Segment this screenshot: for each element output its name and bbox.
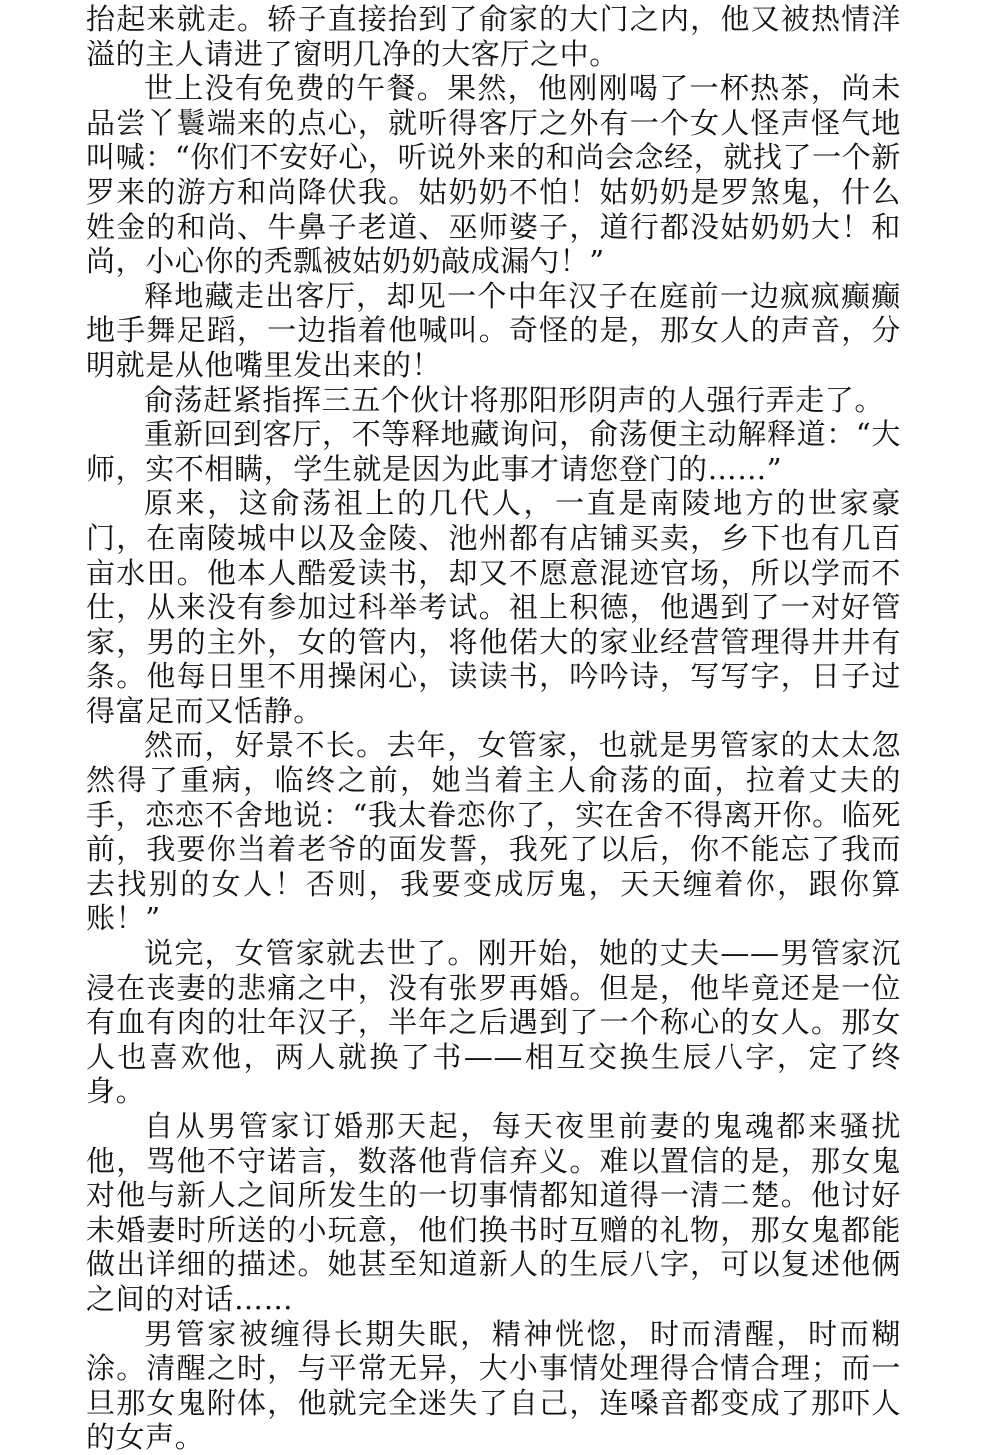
paragraph: 说完，女管家就去世了。刚开始，她的丈夫——男管家沉浸在丧妻的悲痛之中，没有张罗再婚。但是，他毕竟还是一位有血有肉的壮年汉子，半年之后遇到了一个称心的女人。那女人也喜欢他，两人就换了书——相互交换生辰八字，定了终身。 (86, 936, 901, 1109)
paragraph: 释地藏走出客厅，却见一个中年汉子在庭前一边疯疯癫癫地手舞足蹈，一边指着他喊叫。奇怪的是，那女人的声音，分明就是从他嘴里发出来的！ (86, 278, 901, 382)
paragraph: 重新回到客厅，不等释地藏询问，俞荡便主动解释道：“大师，实不相瞒，学生就是因为此事才请您登门的……” (86, 417, 901, 486)
document-page (86, 2, 901, 1455)
paragraph: 自从男管家订婚那天起，每天夜里前妻的鬼魂都来骚扰他，骂他不守诺言，数落他背信弃义。难以置信的是，那女鬼对他与新人之间所发生的一切事情都知道得一清二楚。他讨好未婚妻时所送的小玩意，他们换书时互赠的礼物，那女鬼都能做出详细的描述。她甚至知道新人的生辰八字，可以复述他俩之间的对话…… (86, 1109, 901, 1316)
paragraph-continuation: 抬起来就走。轿子直接抬到了俞家的大门之内，他又被热情洋溢的主人请进了窗明几净的大客厅之中。 (86, 2, 901, 71)
paragraph: 然而，好景不长。去年，女管家，也就是男管家的太太忽然得了重病，临终之前，她当着主人俞荡的面，拉着丈夫的手，恋恋不舍地说：“我太眷恋你了，实在舍不得离开你。临死前，我要你当着老爷的面发誓，我死了以后，你不能忘了我而去找别的女人！否则，我要变成厉鬼，天天缠着你，跟你算账！” (86, 728, 901, 936)
paragraph: 世上没有免费的午餐。果然，他刚刚喝了一杯热茶，尚未品尝丫鬟端来的点心，就听得客厅之外有一个女人怪声怪气地叫喊：“你们不安好心，听说外来的和尚会念经，就找了一个新罗来的游方和尚降伏我。姑奶奶不怕！姑奶奶是罗煞鬼，什么姓金的和尚、牛鼻子老道、巫师婆子，道行都没姑奶奶大！和尚，小心你的秃瓢被姑奶奶敲成漏勺！” (86, 71, 901, 279)
paragraph: 男管家被缠得长期失眠，精神恍惚，时而清醒，时而糊涂。清醒之时，与平常无异，大小事情处理得合情合理；而一旦那女鬼附体，他就完全迷失了自己，连嗓音都变成了那吓人的女声。 (86, 1316, 901, 1455)
paragraph: 原来，这俞荡祖上的几代人，一直是南陵地方的世家豪门，在南陵城中以及金陵、池州都有店铺买卖，乡下也有几百亩水田。他本人酷爱读书，却又不愿意混迹官场，所以学而不仕，从来没有参加过科举考试。祖上积德，他遇到了一对好管家，男的主外，女的管内，将他偌大的家业经营管理得井井有条。他每日里不用操闲心，读读书，吟吟诗，写写字，日子过得富足而又恬静。 (86, 486, 901, 728)
paragraph: 俞荡赶紧指挥三五个伙计将那阳形阴声的人强行弄走了。 (144, 382, 885, 417)
